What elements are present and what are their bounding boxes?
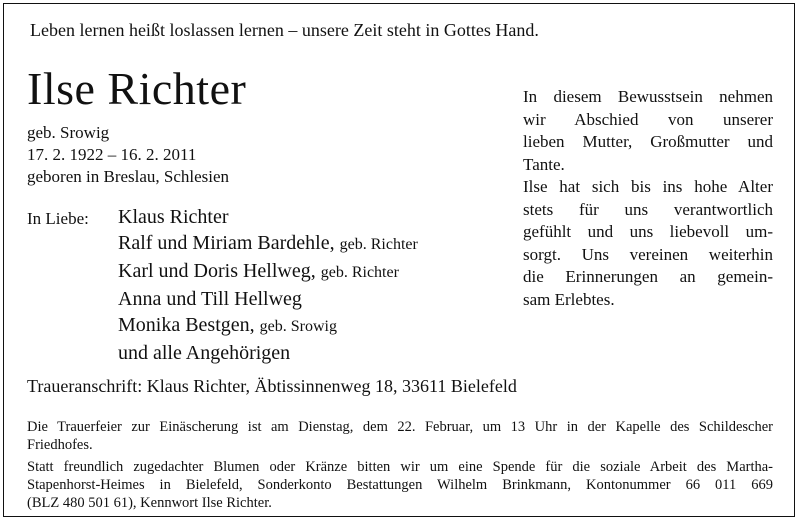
text-line: Friedhofes. — [27, 437, 93, 453]
farewell-text — [523, 86, 773, 311]
mourner-note: geb. Richter — [339, 236, 418, 253]
text-line: wir Abschied von unserer — [523, 109, 773, 129]
mourner-note: geb. Srowig — [259, 318, 337, 335]
text-line: die Erinnerungen an gemein- — [523, 267, 773, 286]
mourner-entry — [118, 204, 418, 230]
funeral-info — [27, 418, 773, 454]
donation-info — [27, 458, 773, 512]
text-line: In diesem Bewusstsein nehmen — [523, 87, 773, 106]
mourner-entry — [118, 340, 418, 366]
text-line: Stapenhorst-Heimes in Bielefeld, Sonderkonto Bestattungen Wilhelm Brinkmann, Kontonummer 66 011 669 — [27, 477, 773, 493]
text-line: gefühlt und uns liebevoll um- — [523, 222, 773, 241]
mourner-entry — [118, 258, 418, 286]
birthplace: geboren in Breslau, Schlesien — [27, 167, 230, 186]
mourners-list — [118, 204, 418, 366]
text-line: (BLZ 480 501 61), Kennwort Ilse Richter. — [27, 495, 272, 511]
text-line: Die Trauerfeier zur Einäscherung ist am Dienstag, dem 22. Februar, um 13 Uhr in der Kapelle des Schildescher — [27, 419, 773, 435]
maiden-name: geb. Srowig — [27, 123, 110, 142]
mourner-name: Klaus Richter — [118, 206, 229, 228]
in-liebe-label: In Liebe: — [27, 209, 89, 228]
mourner-note: geb. Richter — [320, 264, 399, 281]
text-line: Tante. — [523, 154, 565, 174]
bio-block — [27, 122, 229, 188]
mourner-name: Karl und Doris Hellweg, — [118, 260, 316, 282]
text-line: stets für uns verantwortlich — [523, 199, 773, 219]
text-line: Ilse hat sich bis ins hohe Alter — [523, 177, 773, 196]
text-line: sam Erlebtes. — [523, 289, 615, 309]
text-line: lieben Mutter, Großmutter und — [523, 132, 773, 151]
mourner-name: Ralf und Miriam Bardehle, — [118, 232, 335, 254]
motto: Leben lernen heißt loslassen lernen – unsere Zeit steht in Gottes Hand. — [30, 20, 539, 40]
mourning-address: Traueranschrift: Klaus Richter, Äbtissinnenweg 18, 33611 Bielefeld — [27, 376, 517, 396]
text-line: Statt freundlich zugedachter Blumen oder Kränze bitten wir um eine Spende für die soziale Arbeit des Martha- — [27, 459, 773, 475]
deceased-name: Ilse Richter — [27, 63, 247, 114]
mourner-entry — [118, 312, 418, 340]
mourner-entry — [118, 286, 418, 312]
life-dates: 17. 2. 1922 – 16. 2. 2011 — [27, 145, 197, 164]
text-line: sorgt. Uns vereinen weiterhin — [523, 244, 773, 264]
mourner-name: Anna und Till Hellweg — [118, 288, 302, 310]
mourner-name: und alle Angehörigen — [118, 342, 291, 364]
mourner-name: Monika Bestgen, — [118, 314, 255, 336]
mourner-entry — [118, 230, 418, 258]
